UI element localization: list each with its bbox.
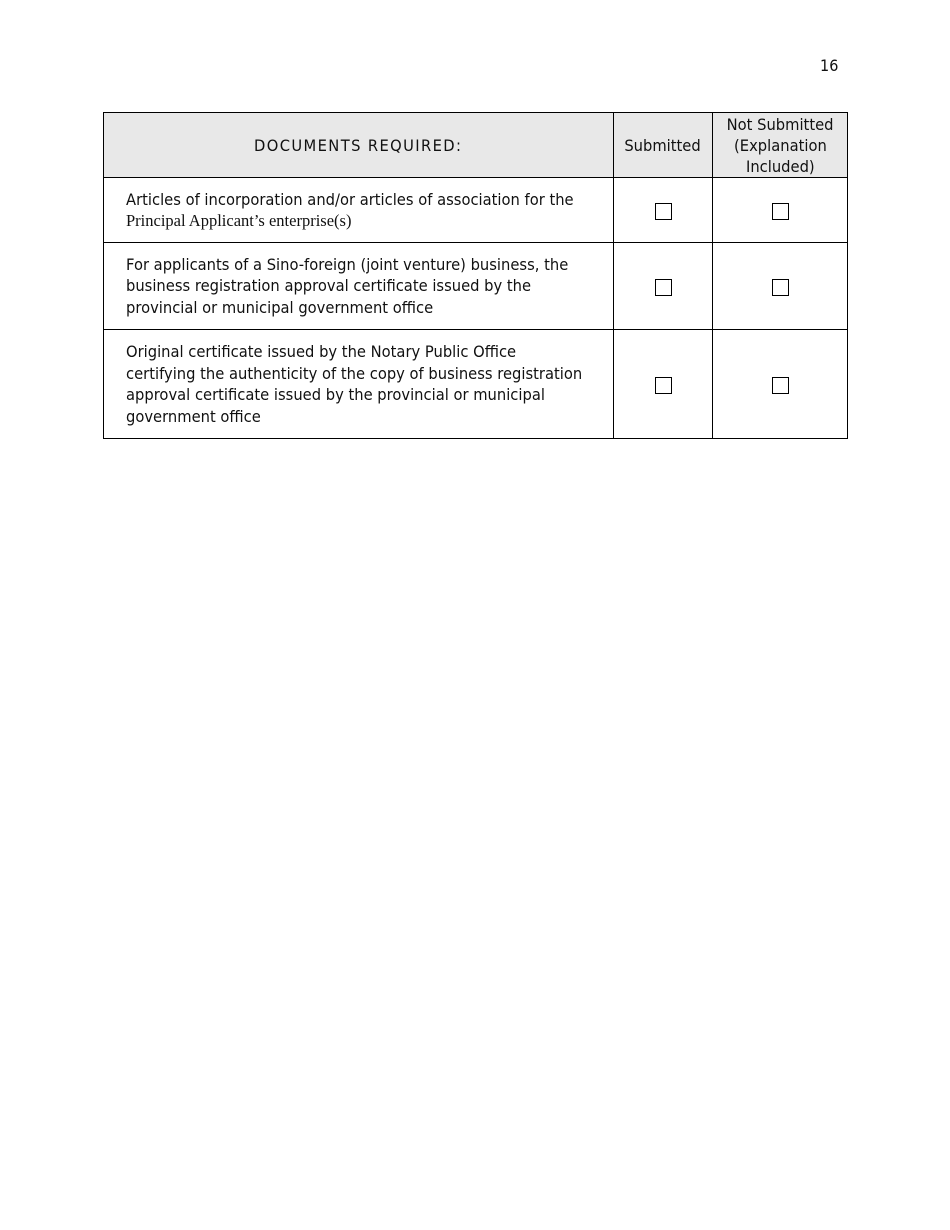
documents-checklist-table <box>103 112 848 439</box>
document-line: provincial or municipal government office <box>126 297 434 317</box>
submitted-cell <box>614 178 713 243</box>
not-submitted-cell <box>713 178 848 243</box>
document-line: certifying the authenticity of the copy of business registration <box>126 363 583 383</box>
document-description <box>104 178 614 243</box>
table-row <box>104 243 848 330</box>
submitted-header <box>614 113 713 178</box>
document-line: approval certificate issued by the provincial or municipal <box>126 385 545 404</box>
not-submitted-label-line3: Included) <box>745 156 815 176</box>
not-submitted-cell <box>713 330 848 439</box>
document-line: For applicants of a Sino-foreign (joint venture) business, the <box>126 254 569 274</box>
document-description <box>104 330 614 439</box>
not-submitted-header <box>713 113 848 178</box>
submitted-checkbox[interactable] <box>655 377 672 394</box>
page-number: 16 <box>819 56 838 75</box>
document-line: Articles of incorporation and/or articles of association for the <box>126 189 574 209</box>
documents-required-label: DOCUMENTS REQUIRED: <box>254 135 463 155</box>
submitted-checkbox[interactable] <box>655 203 672 220</box>
not-submitted-checkbox[interactable] <box>772 377 789 394</box>
document-description <box>104 243 614 330</box>
submitted-label: Submitted <box>624 135 702 155</box>
not-submitted-checkbox[interactable] <box>772 203 789 220</box>
document-line: Principal Applicant’s enterprise(s) <box>126 211 352 230</box>
document-line: Original certificate issued by the Notary Public Office <box>126 342 517 361</box>
table-header-row <box>104 113 848 178</box>
not-submitted-label-line2: (Explanation <box>733 135 827 155</box>
document-line: government office <box>126 406 261 426</box>
document-line: business registration approval certificate issued by the <box>126 276 532 296</box>
not-submitted-cell <box>713 243 848 330</box>
submitted-checkbox[interactable] <box>655 279 672 296</box>
submitted-cell <box>614 243 713 330</box>
submitted-cell <box>614 330 713 439</box>
documents-required-header <box>104 113 614 178</box>
not-submitted-checkbox[interactable] <box>772 279 789 296</box>
table-row <box>104 178 848 243</box>
not-submitted-label-line1: Not Submitted <box>726 114 834 134</box>
table-row <box>104 330 848 439</box>
